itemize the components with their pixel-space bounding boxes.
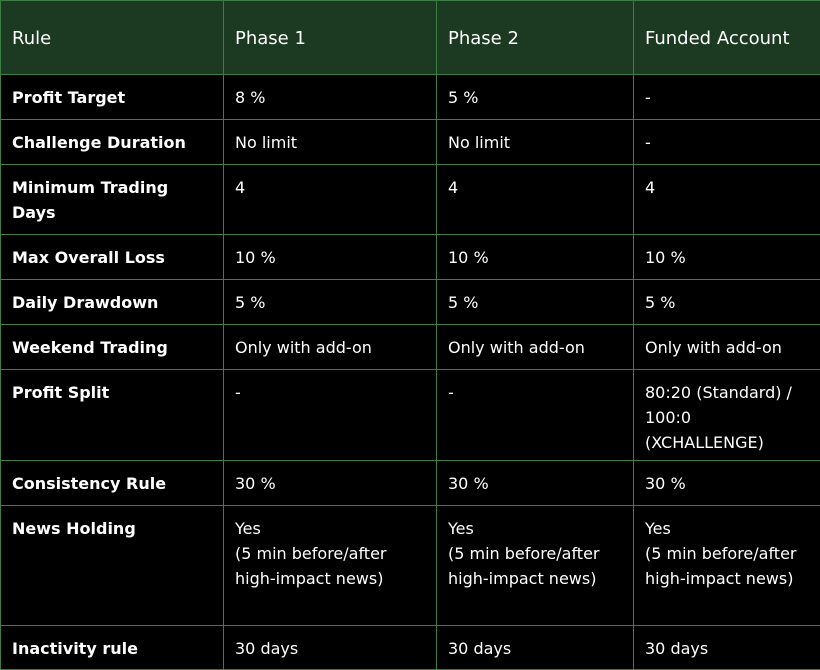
- table-row: [1, 461, 820, 506]
- funded-cell: 10 %: [634, 235, 820, 280]
- phase-1-cell: Only with add-on: [224, 325, 437, 370]
- header-rule: Rule: [1, 1, 224, 75]
- phase-2-cell: 4: [437, 165, 634, 235]
- table-row: [1, 506, 820, 626]
- phase-2-cell: Only with add-on: [437, 325, 634, 370]
- rule-cell: Challenge Duration: [1, 120, 224, 165]
- table-row: [1, 325, 820, 370]
- rule-cell: Minimum Trading Days: [1, 165, 224, 235]
- table-row: [1, 75, 820, 120]
- funded-cell: 30 %: [634, 461, 820, 506]
- phase-1-cell: 8 %: [224, 75, 437, 120]
- phase-1-cell: 30 %: [224, 461, 437, 506]
- table-row: [1, 235, 820, 280]
- phase-2-cell: 5 %: [437, 75, 634, 120]
- funded-cell: -: [634, 75, 820, 120]
- phase-1-cell: -: [224, 370, 437, 461]
- phase-1-cell: 5 %: [224, 280, 437, 325]
- rule-cell: Profit Split: [1, 370, 224, 461]
- header-phase-1: Phase 1: [224, 1, 437, 75]
- rule-cell: Inactivity rule: [1, 626, 224, 670]
- table-row: [1, 280, 820, 325]
- header-row: [1, 1, 820, 75]
- phase-1-cell: Yes (5 min before/after high-impact news): [224, 506, 437, 626]
- table-row: [1, 626, 820, 670]
- phase-2-cell: No limit: [437, 120, 634, 165]
- rule-cell: Consistency Rule: [1, 461, 224, 506]
- funded-cell: Only with add-on: [634, 325, 820, 370]
- funded-cell: Yes (5 min before/after high-impact news): [634, 506, 820, 626]
- table-row: [1, 120, 820, 165]
- rule-cell: Profit Target: [1, 75, 224, 120]
- phase-2-cell: 30 days: [437, 626, 634, 670]
- table-row: [1, 165, 820, 235]
- phase-1-cell: 4: [224, 165, 437, 235]
- phase-2-cell: 10 %: [437, 235, 634, 280]
- phase-2-cell: 30 %: [437, 461, 634, 506]
- phase-1-cell: No limit: [224, 120, 437, 165]
- rule-cell: Weekend Trading: [1, 325, 224, 370]
- rule-cell: Daily Drawdown: [1, 280, 224, 325]
- phase-1-cell: 10 %: [224, 235, 437, 280]
- phase-2-cell: Yes (5 min before/after high-impact news): [437, 506, 634, 626]
- funded-cell: 30 days: [634, 626, 820, 670]
- funded-cell: 80:20 (Standard) / 100:0 (XCHALLENGE): [634, 370, 820, 461]
- funded-cell: 5 %: [634, 280, 820, 325]
- funded-cell: -: [634, 120, 820, 165]
- phase-2-cell: 5 %: [437, 280, 634, 325]
- rule-cell: News Holding: [1, 506, 224, 626]
- phase-2-cell: -: [437, 370, 634, 461]
- table-row: [1, 370, 820, 461]
- phase-1-cell: 30 days: [224, 626, 437, 670]
- funded-cell: 4: [634, 165, 820, 235]
- header-funded-account: Funded Account: [634, 1, 820, 75]
- rule-cell: Max Overall Loss: [1, 235, 224, 280]
- header-phase-2: Phase 2: [437, 1, 634, 75]
